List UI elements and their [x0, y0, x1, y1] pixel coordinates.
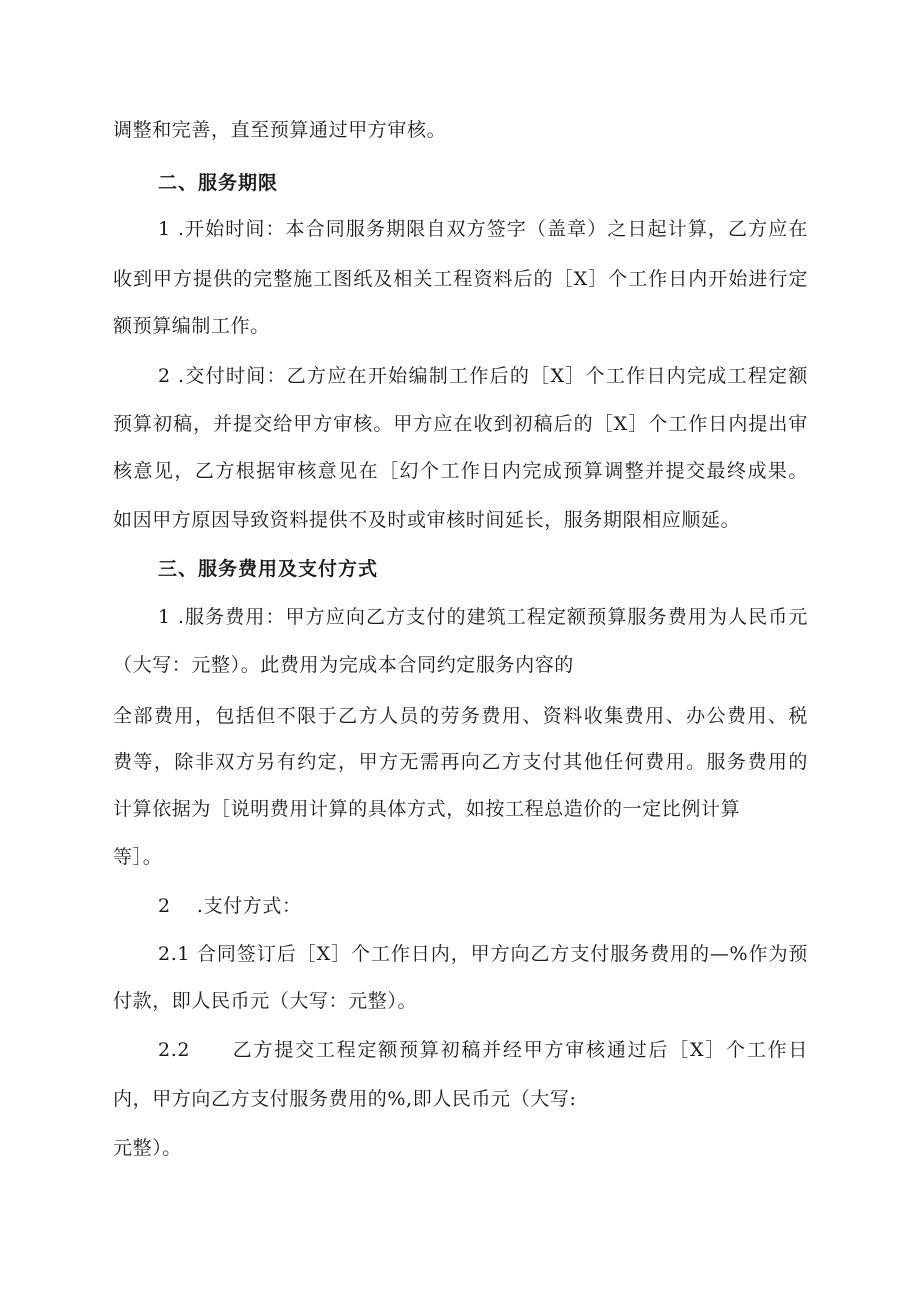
- paragraph-line: 内，甲方向乙方支付服务费用的%,即人民币元（大写:: [113, 1088, 577, 1110]
- paragraph-line: 2 .支付方式：: [158, 895, 302, 917]
- paragraph-line: 收到甲方提供的完整施工图纸及相关工程资料后的［X］个工作日内开始进行定: [113, 268, 808, 290]
- paragraph-line: 费等，除非双方另有约定，甲方无需再向乙方支付其他任何费用。服务费用的: [113, 751, 808, 773]
- paragraph-line: 1 .开始时间：本合同服务期限自双方签字（盖章）之日起计算，乙方应在: [158, 218, 808, 240]
- paragraph-line: 预算初稿，并提交给甲方审核。甲方应在收到初稿后的［X］个工作日内提出审: [113, 413, 808, 435]
- section-heading-fees-and-payment: 三、服务费用及支付方式: [158, 558, 379, 580]
- paragraph-line: 等］。: [113, 846, 163, 868]
- paragraph-line: 如因甲方原因导致资料提供不及时或审核时间延长，服务期限相应顺延。: [113, 509, 741, 531]
- paragraph-line: 核意见，乙方根据审核意见在［幻个工作日内完成预算调整并提交最终成果。: [113, 460, 808, 482]
- paragraph-line: 计算依据为［说明费用计算的具体方式，如按工程总造价的一定比例计算: [113, 798, 741, 820]
- paragraph-line: 1 .服务费用：甲方应向乙方支付的建筑工程定额预算服务费用为人民币元: [158, 606, 808, 628]
- paragraph-line: （大写：元整）。此费用为完成本合同约定服务内容的: [113, 654, 574, 676]
- paragraph-line: 2.2 乙方提交工程定额预算初稿并经甲方审核通过后［X］个工作日: [158, 1039, 808, 1061]
- section-heading-service-period: 二、服务期限: [158, 172, 279, 194]
- paragraph-line: 额预算编制工作。: [113, 315, 270, 337]
- paragraph-line: 全部费用，包括但不限于乙方人员的劳务费用、资料收集费用、办公费用、税: [113, 705, 808, 727]
- paragraph-line: 2.1 合同签订后［X］个工作日内，甲方向乙方支付服务费用的—%作为预: [158, 943, 808, 965]
- paragraph-line: 元整）。: [113, 1137, 182, 1159]
- paragraph-line: 付款，即人民币元（大写：元整）。: [113, 990, 418, 1012]
- paragraph-line: 调整和完善，直至预算通过甲方审核。: [113, 119, 447, 141]
- paragraph-line: 2 .交付时间：乙方应在开始编制工作后的［X］个工作日内完成工程定额: [158, 365, 808, 387]
